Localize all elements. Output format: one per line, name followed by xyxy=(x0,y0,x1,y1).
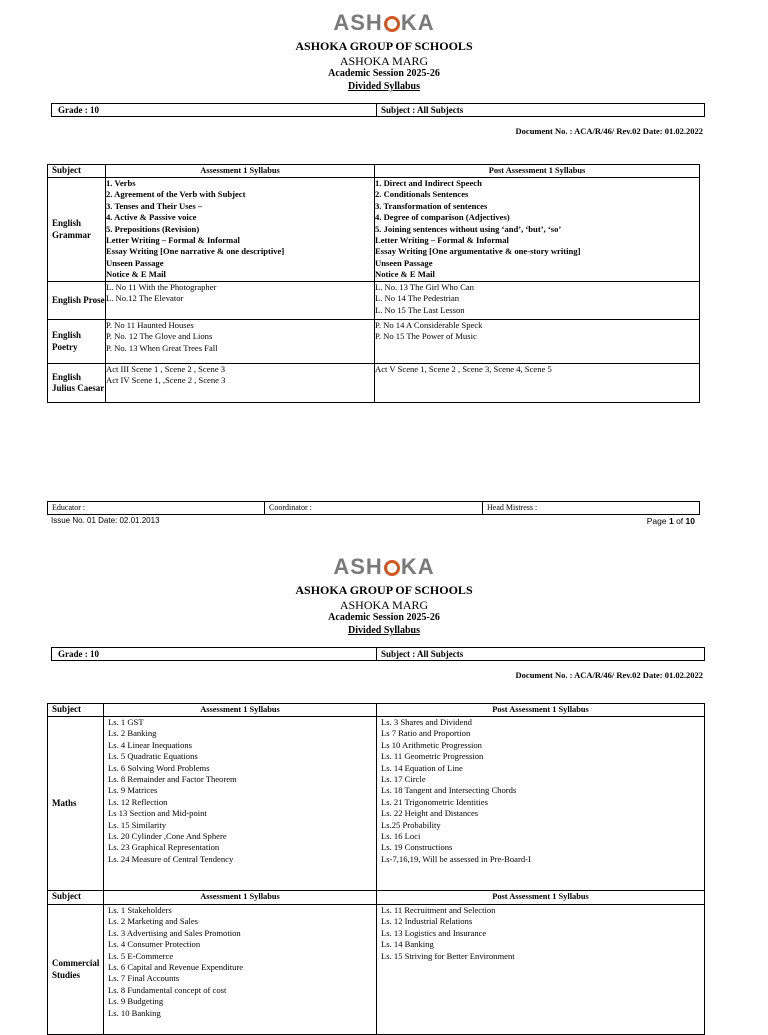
syllabus-item: L. No 15 The Last Lesson xyxy=(375,304,465,315)
assessment1-header: Assessment 1 Syllabus xyxy=(104,891,377,905)
syllabus-item: Ls. 9 Budgeting xyxy=(108,996,164,1007)
syllabus-item: Ls. 8 Remainder and Factor Theorem xyxy=(108,774,237,785)
syllabus-item: Ls. 24 Measure of Central Tendency xyxy=(108,853,234,864)
school-name: ASHOKA GROUP OF SCHOOLS xyxy=(295,39,473,53)
syllabus-item: L. No. 13 The Girl Who Can xyxy=(375,282,474,292)
syllabus-item: Ls. 18 Tangent and Intersecting Chords xyxy=(381,785,517,796)
syllabus-item: L. No 11 With the Photographer xyxy=(106,282,217,292)
syllabus-row xyxy=(48,282,700,320)
syllabus-item: P. No 15 The Power of Music xyxy=(375,331,477,342)
post-assessment-cell xyxy=(375,178,700,282)
syllabus-item: Ls.25 Probability xyxy=(381,819,441,830)
syllabus-item: Act III Scene 1 , Scene 2 , Scene 3 xyxy=(106,364,226,374)
syllabus-item: Ls. 5 E-Commerce xyxy=(108,950,174,961)
syllabus-item: Ls. 6 Capital and Revenue Expenditure xyxy=(108,962,244,973)
syllabus-item: 4. Active & Passive voice xyxy=(106,212,197,223)
syllabus-item: Ls 13 Section and Mid-point xyxy=(108,808,207,819)
document-number: Document No. : ACA/R/46/ Rev.02 Date: 01.02.2022 xyxy=(515,670,703,680)
subject-name: English Grammar xyxy=(48,178,106,282)
syllabus-item: Act IV Scene 1, ,Scene 2 , Scene 3 xyxy=(106,375,226,386)
syllabus-item: Ls. 2 Banking xyxy=(108,728,157,739)
syllabus-item: Unseen Passage xyxy=(375,257,433,268)
grade-label: Grade : 10 xyxy=(58,649,99,659)
grade-label: Grade : 10 xyxy=(58,105,99,115)
signature-bar xyxy=(47,501,700,515)
syllabus-item: Ls. 9 Matrices xyxy=(108,785,158,796)
subject-header: Subject xyxy=(48,165,106,178)
syllabus-item: Ls. 4 Linear Inequations xyxy=(108,739,193,750)
syllabus-item: 2. Agreement of the Verb with Subject xyxy=(106,189,246,200)
syllabus-item: Act V Scene 1, Scene 2 , Scene 3, Scene 4, Scene 5 xyxy=(375,364,552,374)
divided-syllabus-title: Divided Syllabus xyxy=(348,625,420,636)
syllabus-item: Ls. 14 Equation of Line xyxy=(381,762,463,773)
syllabus-item: Ls. 1 Stakeholders xyxy=(108,905,172,915)
syllabus-item: Ls. 11 Geometric Progression xyxy=(381,751,484,762)
divided-syllabus-title: Divided Syllabus xyxy=(348,81,420,92)
academic-session: Academic Session 2025-26 xyxy=(328,612,440,623)
subject-header: Subject xyxy=(48,891,104,905)
syllabus-item: L. No.12 The Elevator xyxy=(106,293,184,304)
school-marg: ASHOKA MARG xyxy=(339,598,429,612)
educator-label: Educator : xyxy=(52,503,86,512)
subject-label: Subject : All Subjects xyxy=(376,104,463,116)
syllabus-item: Ls. 20 Cylinder ,Cone And Sphere xyxy=(108,831,227,842)
syllabus-item: Ls. 17 Circle xyxy=(381,774,426,785)
syllabus-row xyxy=(48,717,705,891)
academic-session: Academic Session 2025-26 xyxy=(328,68,440,79)
post-assessment-cell xyxy=(375,320,700,364)
assessment1-cell xyxy=(106,282,375,320)
subject-header: Subject xyxy=(48,704,104,717)
syllabus-item: Ls. 13 Logistics and Insurance xyxy=(381,927,487,938)
ashoka-logo: ASH KA xyxy=(333,10,435,35)
assessment1-cell xyxy=(104,717,377,891)
post-assessment-header: Post Assessment 1 Syllabus xyxy=(377,704,705,717)
post-assessment-cell xyxy=(375,364,700,403)
syllabus-item: Ls. 3 Advertising and Sales Promotion xyxy=(108,927,241,938)
subject-name: English Prose xyxy=(48,282,106,320)
school-name: ASHOKA GROUP OF SCHOOLS xyxy=(295,583,473,597)
grade-subject-bar xyxy=(51,103,705,117)
assessment1-cell xyxy=(104,905,377,1035)
syllabus-item: Ls. 11 Recruitment and Selection xyxy=(381,905,496,915)
syllabus-item: 1. Verbs xyxy=(106,178,136,188)
logo-ring-icon xyxy=(384,16,400,32)
syllabus-item: 3. Transformation of sentences xyxy=(375,200,488,211)
syllabus-item: Letter Writing – Formal & Informal xyxy=(106,235,240,246)
syllabus-item: Ls. 1 GST xyxy=(108,717,144,727)
subject-name: English Poetry xyxy=(48,320,106,364)
syllabus-item: 4. Degree of comparison (Adjectives) xyxy=(375,212,510,223)
school-marg: ASHOKA MARG xyxy=(339,54,429,68)
syllabus-item: Ls. 22 Height and Distances xyxy=(381,808,479,819)
post-assessment-cell xyxy=(377,905,705,1035)
syllabus-item: Notice & E Mail xyxy=(106,269,166,280)
syllabus-item: Unseen Passage xyxy=(106,257,164,268)
syllabus-item: P. No 11 Haunted Houses xyxy=(106,320,194,330)
page-number: Page 1 of 10 xyxy=(646,516,695,526)
syllabus-item: Ls. 14 Banking xyxy=(381,939,434,950)
syllabus-item: Ls. 5 Quadratic Equations xyxy=(108,751,198,762)
assessment1-header: Assessment 1 Syllabus xyxy=(104,704,377,717)
syllabus-item: Essay Writing [One narrative & one descriptive] xyxy=(106,246,285,257)
syllabus-item: Ls. 23 Graphical Representation xyxy=(108,842,220,853)
syllabus-item: Ls. 12 Reflection xyxy=(108,796,168,807)
syllabus-item: P. No. 13 When Great Trees Fall xyxy=(106,342,218,353)
syllabus-item: 5. Joining sentences without using ‘and’, ‘but’, ‘so’ xyxy=(375,223,562,234)
syllabus-item: 1. Direct and Indirect Speech xyxy=(375,178,482,188)
assessment1-cell xyxy=(106,364,375,403)
grade-subject-bar xyxy=(51,647,705,661)
syllabus-item: Essay Writing [One argumentative & one-story writing] xyxy=(375,246,581,257)
post-assessment-cell xyxy=(377,717,705,891)
syllabus-row xyxy=(48,320,700,364)
syllabus-table-maths xyxy=(47,703,705,1035)
syllabus-item: P. No. 12 The Glove and Lions xyxy=(106,331,213,342)
syllabus-item: Ls. 21 Trigonometric Identities xyxy=(381,796,488,807)
subject-label: Subject : All Subjects xyxy=(376,648,463,660)
syllabus-item: Ls 10 Arithmetic Progression xyxy=(381,739,482,750)
head-mistress-label: Head Mistress : xyxy=(482,502,537,514)
logo-ring-icon xyxy=(384,560,400,576)
syllabus-item: Ls. 3 Shares and Dividend xyxy=(381,717,472,727)
syllabus-item: Ls. 4 Consumer Protection xyxy=(108,939,201,950)
syllabus-item: 3. Tenses and Their Uses – xyxy=(106,200,203,211)
syllabus-item: Ls. 8 Fundamental concept of cost xyxy=(108,984,227,995)
syllabus-item: L. No 14 The Pedestrian xyxy=(375,293,460,304)
syllabus-item: Ls. 7 Final Accounts xyxy=(108,973,180,984)
syllabus-item: Letter Writing – Formal & Informal xyxy=(375,235,509,246)
syllabus-item: Ls 7 Ratio and Proportion xyxy=(381,728,471,739)
syllabus-item: Ls. 19 Constructions xyxy=(381,842,453,853)
syllabus-item: Ls. 2 Marketing and Sales xyxy=(108,916,198,927)
ashoka-logo: ASH KA xyxy=(333,554,435,579)
assessment1-header: Assessment 1 Syllabus xyxy=(106,165,375,178)
subject-name: Commercial Studies xyxy=(48,905,104,1035)
subject-name: English Julius Caesar xyxy=(48,364,106,403)
syllabus-row xyxy=(48,178,700,282)
syllabus-item: Ls. 16 Loci xyxy=(381,831,421,842)
syllabus-table-english xyxy=(47,164,700,403)
syllabus-item: Ls. 12 Industrial Relations xyxy=(381,916,473,927)
syllabus-item: Ls-7,16,19, Will be assessed in Pre-Board-I xyxy=(381,853,531,864)
syllabus-row xyxy=(48,364,700,403)
post-assessment-cell xyxy=(375,282,700,320)
post-assessment-header: Post Assessment 1 Syllabus xyxy=(377,891,705,905)
subject-name: Maths xyxy=(48,717,104,891)
syllabus-item: P. No 14 A Considerable Speck xyxy=(375,320,483,330)
issue-number: Issue No. 01 Date: 02.01.2013 xyxy=(51,516,160,525)
syllabus-item: Ls. 10 Banking xyxy=(108,1007,161,1018)
syllabus-row xyxy=(48,905,705,1035)
syllabus-item: Ls. 6 Solving Word Problems xyxy=(108,762,210,773)
document-number: Document No. : ACA/R/46/ Rev.02 Date: 01.02.2022 xyxy=(515,126,703,136)
assessment1-cell xyxy=(106,178,375,282)
assessment1-cell xyxy=(106,320,375,364)
syllabus-item: Notice & E Mail xyxy=(375,269,435,280)
coordinator-label: Coordinator : xyxy=(264,502,312,514)
syllabus-item: 5. Prepositions (Revision) xyxy=(106,223,200,234)
post-assessment-header: Post Assessment 1 Syllabus xyxy=(375,165,700,178)
syllabus-item: Ls. 15 Similarity xyxy=(108,819,167,830)
syllabus-item: 2. Conditionals Sentences xyxy=(375,189,469,200)
syllabus-item: Ls. 15 Striving for Better Environment xyxy=(381,950,515,961)
